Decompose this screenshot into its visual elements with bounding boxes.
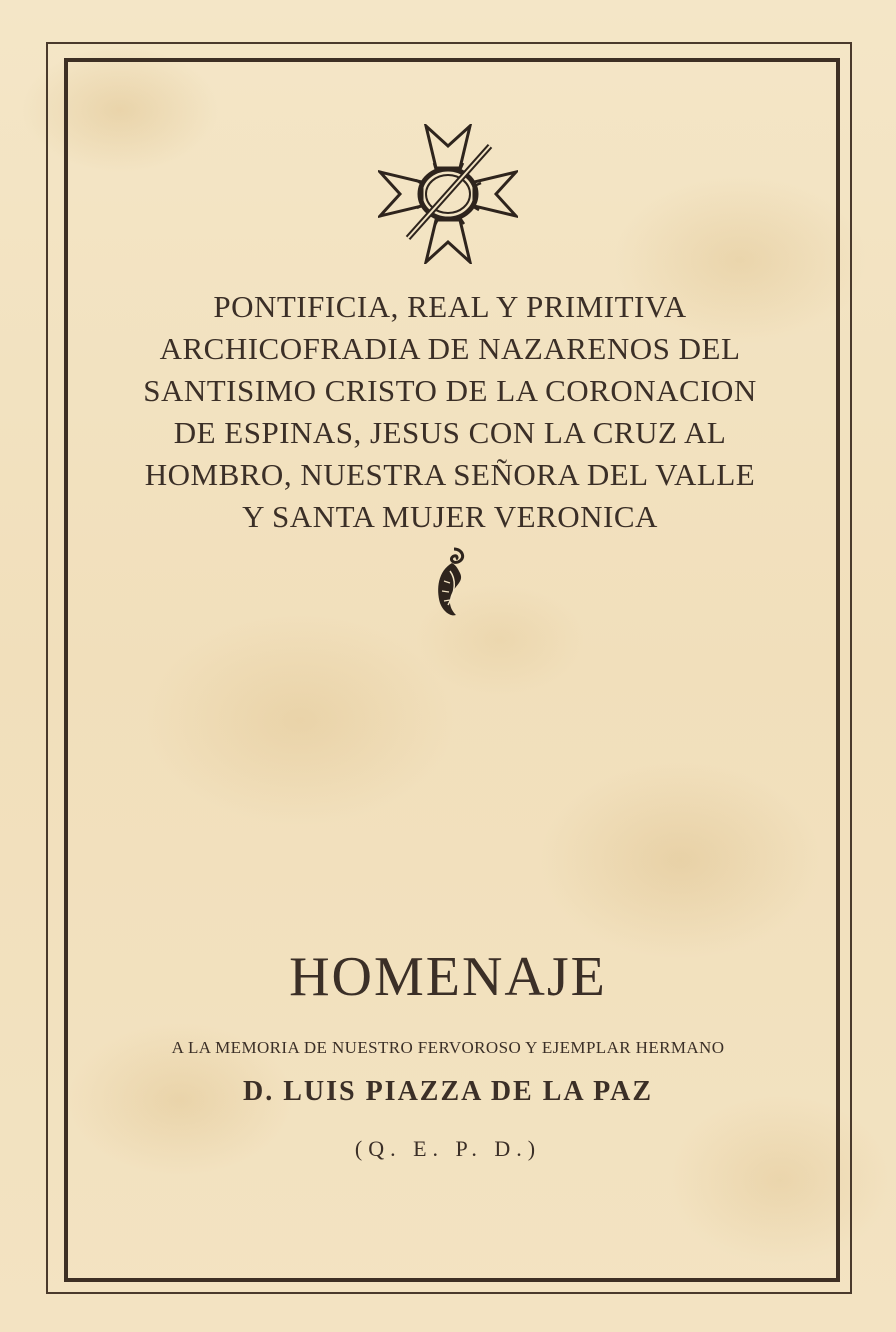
heading-line: DE ESPINAS, JESUS CON LA CRUZ AL [173,415,727,450]
memorial-subtitle: A LA MEMORIA DE NUESTRO FERVOROSO Y EJEMPLAR HERMANO [171,1038,725,1057]
maltese-cross-emblem-icon [378,124,518,264]
homenaje-title: HOMENAJE [289,946,607,1008]
brotherhood-heading [100,286,800,538]
heading-line: PONTIFICIA, REAL Y PRIMITIVA [213,289,687,324]
acanthus-leaf-ornament-icon [430,545,470,620]
heading-line: SANTISIMO CRISTO DE LA CORONACION [143,373,757,408]
honoree-name: D. LUIS PIAZZA DE LA PAZ [242,1076,653,1107]
qepd-abbreviation: (Q. E. P. D.) [354,1136,542,1161]
heading-line: HOMBRO, NUESTRA SEÑORA DEL VALLE [144,457,756,492]
heading-line: Y SANTA MUJER VERONICA [242,499,658,534]
heading-line: ARCHICOFRADIA DE NAZARENOS DEL [159,331,741,366]
